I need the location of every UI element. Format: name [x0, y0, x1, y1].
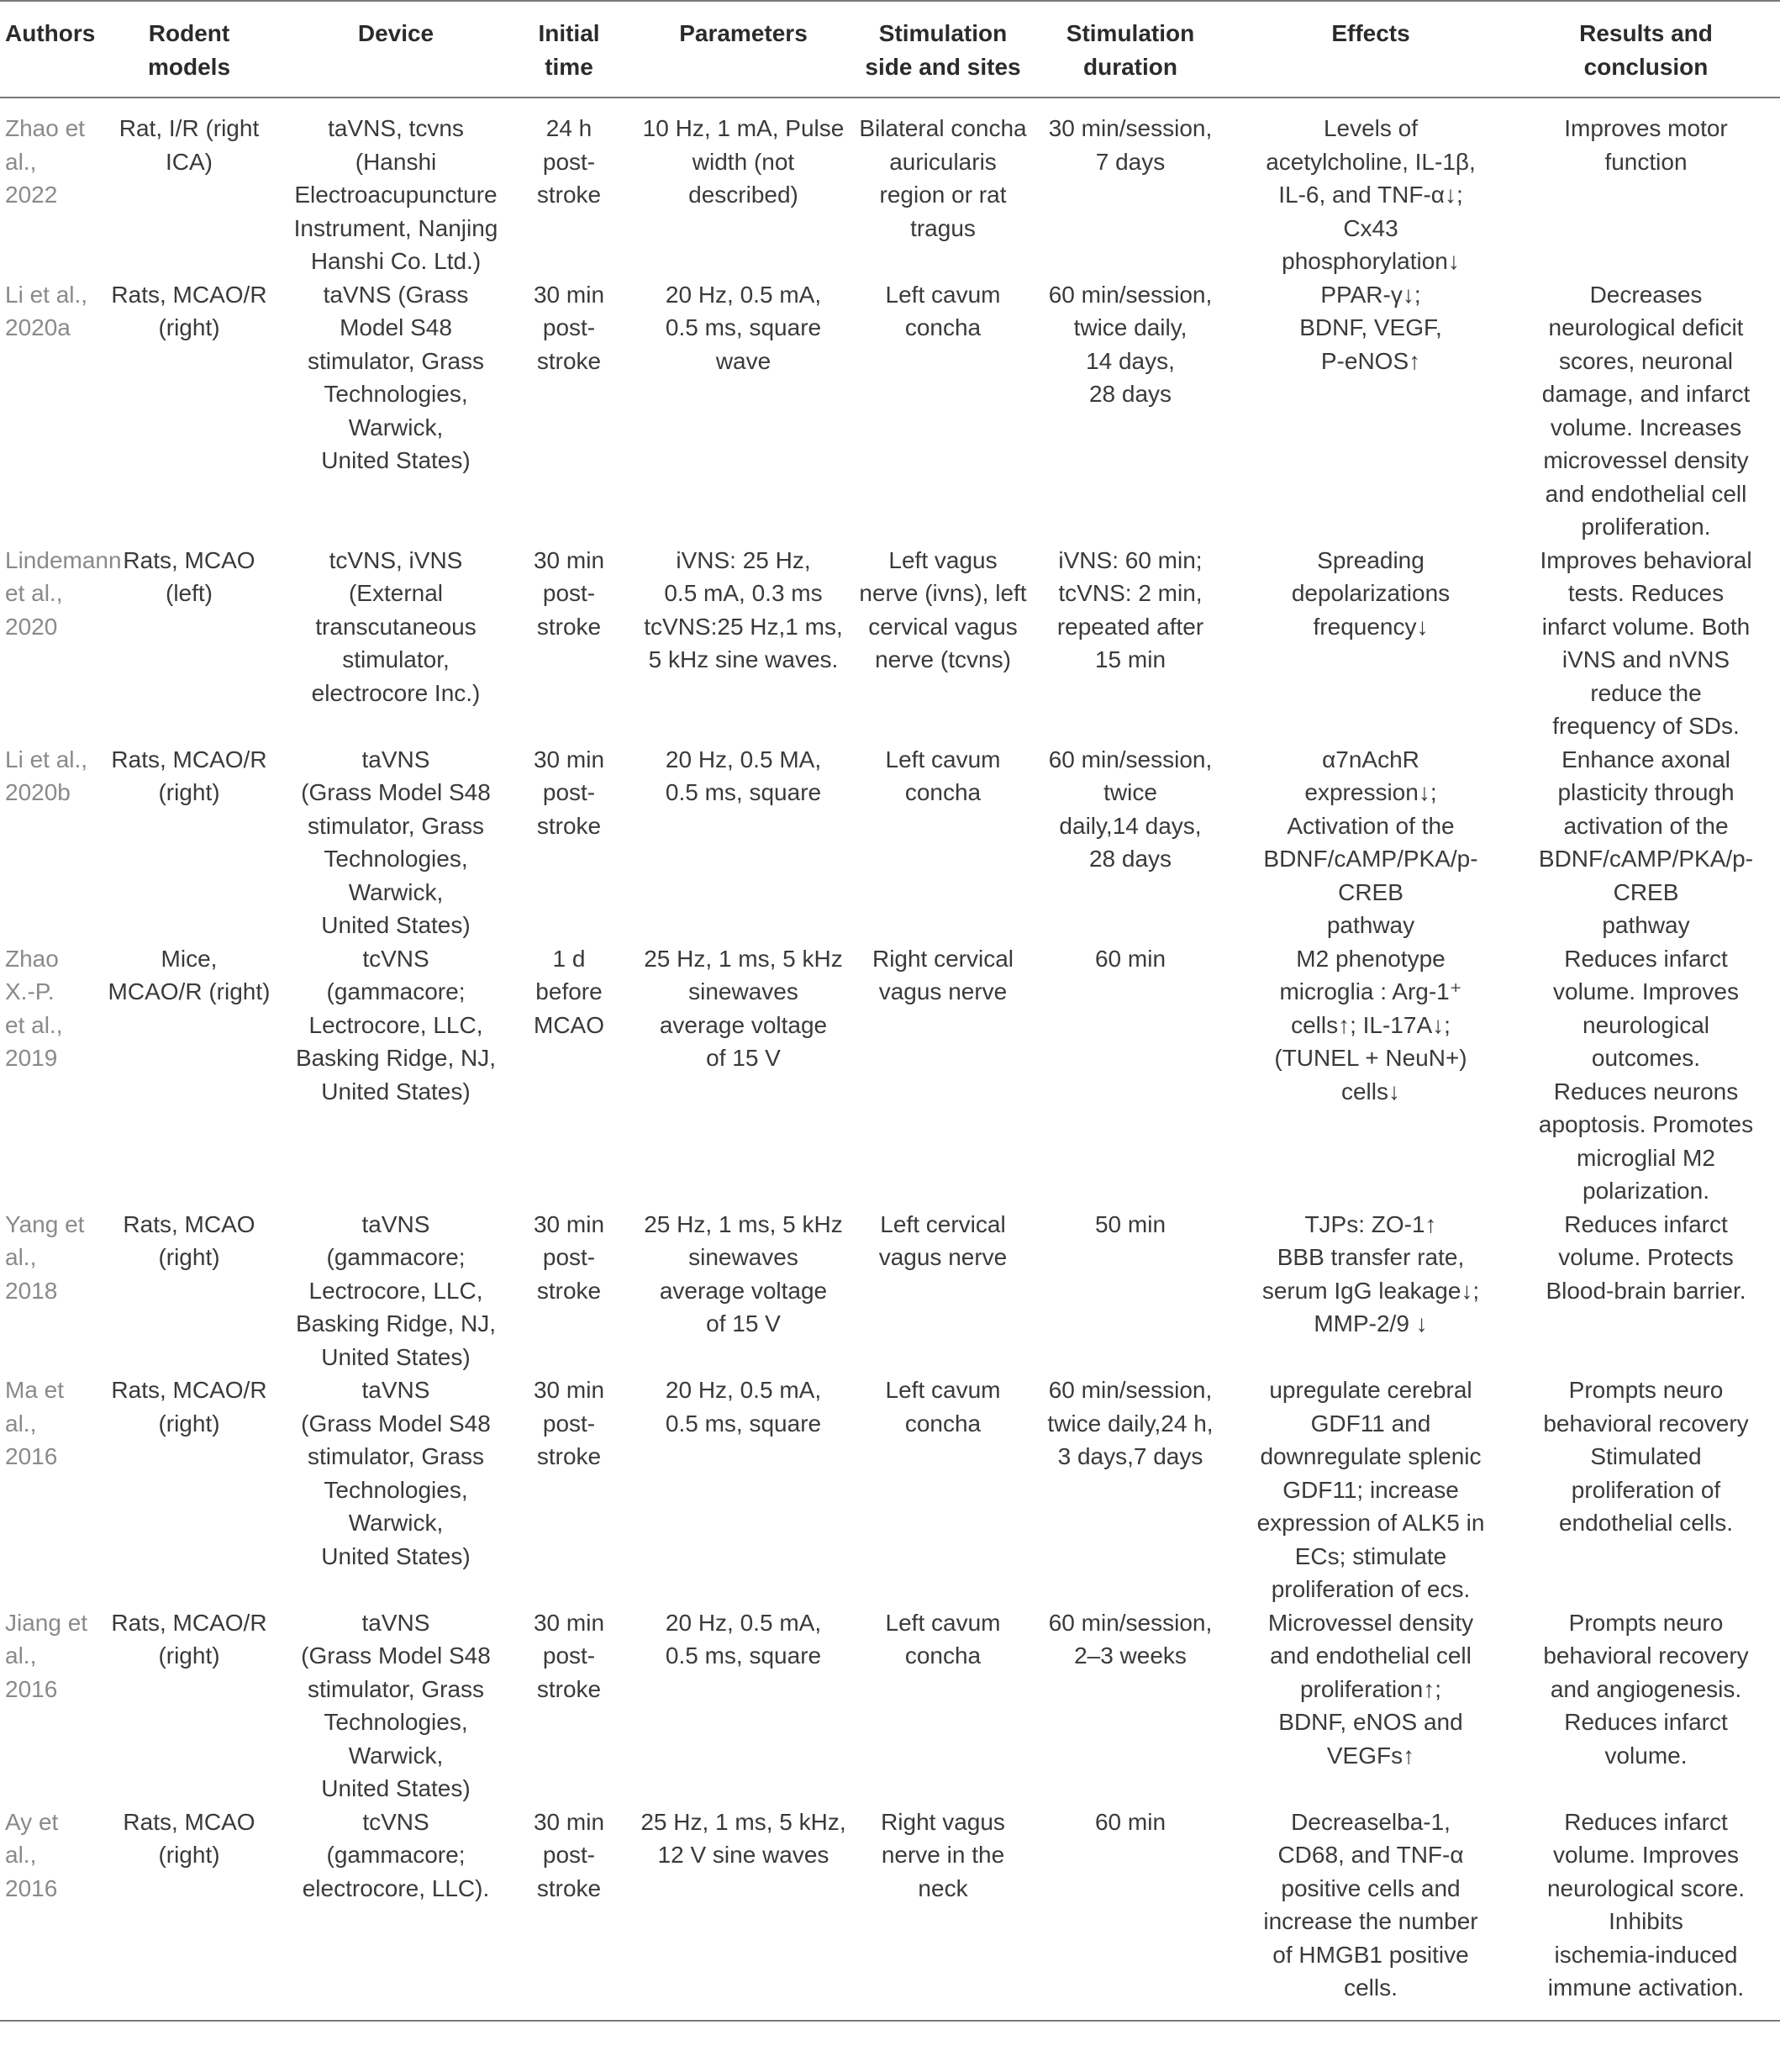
results-cell: Prompts neuro behavioral recovery and angiogenesis. Reduces infarct volume. [1543, 1609, 1749, 1769]
initial-time-cell: 30 min post- stroke [533, 746, 605, 839]
effects-cell: Decreaselba-1, CD68, and TNF-α positive cells and increase the number of HMGB1 positive cells. [1230, 1806, 1512, 2021]
stimulation-duration-cell: 60 min/session, 2–3 weeks [1048, 1609, 1213, 1669]
parameters-cell: 20 Hz, 0.5 mA, 0.5 ms, square [665, 1377, 822, 1437]
rodent-model-cell: Rats, MCAO/R (right) [111, 281, 267, 340]
stimulation-duration-cell: 60 min [1031, 1806, 1230, 2021]
parameters-cell: 20 Hz, 0.5 mA, 0.5 ms, square wave [665, 281, 822, 374]
rodent-model-cell: Rat, I/R (right ICA) [118, 115, 260, 175]
results-cell: Reduces infarct volume. Improves neurological outcomes. Reduces neurons apoptosis. Promotes microglial M2 polarization. [1538, 945, 1754, 1204]
authors-cell: Zhao et al., 2022 [5, 115, 85, 208]
device-cell: taVNS (Grass Model S48 stimulator, Grass Technologies, Warwick, United States) [301, 1377, 491, 1569]
initial-time-cell: 1 d before MCAO [534, 945, 604, 1038]
parameters-cell: 20 Hz, 0.5 MA, 0.5 ms, square [665, 746, 822, 805]
table-row [0, 743, 1780, 942]
rodent-model-cell: Rats, MCAO (left) [123, 546, 255, 606]
header-row [0, 1, 1780, 98]
table-row [0, 1208, 1780, 1374]
parameters-cell: 25 Hz, 1 ms, 5 kHz, 12 V sine waves [632, 1806, 855, 2021]
header-device: Device [286, 1, 506, 98]
rodent-model-cell: Rats, MCAO/R (right) [111, 1609, 267, 1669]
stimulation-site-cell: Bilateral concha auricularis region or rat tragus [859, 115, 1027, 241]
device-cell: taVNS (Grass Model S48 stimulator, Grass Technologies, Warwick, United States) [307, 281, 485, 473]
table-row [0, 98, 1780, 278]
results-cell: Enhance axonal plasticity through activation of the BDNF/cAMP/PKA/p- CREB pathway [1538, 746, 1754, 938]
effects-cell: PPAR-γ↓; BDNF, VEGF, P-eNOS↑ [1299, 281, 1442, 374]
parameters-cell: 20 Hz, 0.5 mA, 0.5 ms, square [665, 1609, 822, 1669]
stimulation-duration-cell: 60 min [1094, 945, 1166, 972]
header-stimulation-sites: Stimulation side and sites [855, 1, 1031, 98]
table-row [0, 544, 1780, 743]
device-cell: tcVNS, iVNS (External transcutaneous stimulator, electrocore Inc.) [311, 546, 481, 706]
device-cell: tcVNS (gammacore; Lectrocore, LLC, Basking Ridge, NJ, United States) [295, 945, 497, 1105]
device-cell: taVNS, tcvns (Hanshi Electroacupuncture Instrument, Nanjing Hanshi Co. Ltd.) [293, 115, 498, 274]
table-row [0, 942, 1780, 1208]
stimulation-site-cell: Left cavum concha [885, 1609, 1001, 1669]
stimulation-site-cell: Right cervical vagus nerve [872, 945, 1014, 1004]
stimulation-site-cell: Right vagus nerve in the neck [855, 1806, 1031, 2021]
stimulation-duration-cell: 30 min/session, 7 days [1048, 115, 1213, 175]
effects-cell: Levels of acetylcholine, IL-1β, IL-6, and TNF-α↓; Cx43 phosphorylation↓ [1266, 115, 1476, 274]
authors-cell: Ma et al., 2016 [5, 1377, 65, 1469]
results-cell: Improves behavioral tests. Reduces infarct volume. Both iVNS and nVNS reduce the frequency of SDs. [1540, 546, 1752, 739]
authors-cell: Li et al., 2020b [5, 746, 88, 805]
header-effects: Effects [1230, 1, 1512, 98]
table-body [0, 98, 1780, 2021]
authors-cell: Lindemann et al., 2020 [5, 546, 122, 640]
stimulation-site-cell: Left cavum concha [885, 281, 1001, 340]
authors-cell: Li et al., 2020a [5, 281, 88, 340]
header-results: Results and conclusion [1512, 1, 1780, 98]
table-row [0, 1373, 1780, 1606]
initial-time-cell: 30 min post- stroke [506, 1806, 632, 2021]
stimulation-site-cell: Left cervical vagus nerve [878, 1210, 1008, 1270]
effects-cell: M2 phenotype microglia : Arg-1⁺ cells↑; IL-17A↓; (TUNEL + NeuN+) cells↓ [1274, 945, 1467, 1105]
table-row [0, 1806, 1780, 2021]
header-rodent-models: Rodent models [92, 1, 286, 98]
rodent-model-cell: Rats, MCAO (right) [92, 1806, 286, 2021]
authors-cell: Zhao X.-P. et al., 2019 [5, 945, 63, 1071]
results-cell: Reduces infarct volume. Protects Blood-brain barrier. [1546, 1210, 1746, 1304]
effects-cell: upregulate cerebral GDF11 and downregulate splenic GDF11; increase expression of ALK5 in ECs; stimulate proliferation of ecs. [1256, 1377, 1485, 1602]
table-row [0, 1606, 1780, 1806]
device-cell: taVNS (Grass Model S48 stimulator, Grass Technologies, Warwick, United States) [301, 746, 491, 938]
effects-cell: TJPs: ZO-1↑ BBB transfer rate, serum IgG leakage↓; MMP-2/9 ↓ [1261, 1210, 1480, 1337]
effects-cell: Microvessel density and endothelial cell proliferation↑; BDNF, eNOS and VEGFs↑ [1267, 1609, 1474, 1769]
rodent-model-cell: Mice, MCAO/R (right) [108, 945, 271, 1004]
initial-time-cell: 30 min post- stroke [533, 1377, 605, 1469]
results-cell: Reduces infarct volume. Improves neurological score. Inhibits ischemia-induced immune activation. [1512, 1806, 1780, 2021]
results-cell: Prompts neuro behavioral recovery Stimulated proliferation of endothelial cells. [1543, 1377, 1749, 1536]
rodent-model-cell: Rats, MCAO (right) [123, 1210, 255, 1270]
device-cell: taVNS (Grass Model S48 stimulator, Grass Technologies, Warwick, United States) [301, 1609, 491, 1801]
header-stimulation-duration: Stimulation duration [1031, 1, 1230, 98]
initial-time-cell: 24 h post- stroke [536, 115, 602, 208]
authors-cell: Jiang et al., 2016 [5, 1609, 88, 1702]
device-cell: tcVNS (gammacore; electrocore, LLC). [286, 1806, 506, 2021]
effects-cell: Spreading depolarizations frequency↓ [1291, 546, 1451, 640]
stimulation-site-cell: Left cavum concha [885, 746, 1001, 805]
header-parameters: Parameters [632, 1, 855, 98]
stimulation-site-cell: Left cavum concha [885, 1377, 1001, 1437]
parameters-cell: iVNS: 25 Hz, 0.5 mA, 0.3 ms tcVNS:25 Hz,1 ms, 5 kHz sine waves. [644, 546, 843, 672]
parameters-cell: 25 Hz, 1 ms, 5 kHz sinewaves average voltage of 15 V [644, 1210, 843, 1337]
authors-cell: Yang et al., 2018 [5, 1210, 85, 1304]
stimulation-duration-cell: 60 min/session, twice daily,14 days, 28 days [1048, 746, 1213, 872]
stimulation-duration-cell: 60 min/session, twice daily,24 h, 3 days,7 days [1047, 1377, 1214, 1469]
results-cell: Improves motor function [1564, 115, 1728, 175]
parameters-cell: 10 Hz, 1 mA, Pulse width (not described) [642, 115, 845, 208]
stimulation-duration-cell: 60 min/session, twice daily, 14 days, 28 days [1048, 281, 1213, 407]
initial-time-cell: 30 min post- stroke [533, 546, 605, 640]
rodent-model-cell: Rats, MCAO/R (right) [111, 746, 267, 805]
header-authors: Authors [0, 1, 92, 98]
stimulation-duration-cell: iVNS: 60 min; tcVNS: 2 min, repeated after 15 min [1056, 546, 1204, 672]
stimulation-duration-cell: 50 min [1094, 1210, 1166, 1237]
authors-cell: Ay et al., 2016 [0, 1806, 92, 2021]
initial-time-cell: 30 min post- stroke [533, 1609, 605, 1702]
initial-time-cell: 30 min post- stroke [533, 281, 605, 374]
effects-cell: α7nAchR expression↓; Activation of the BDNF/cAMP/PKA/p- CREB pathway [1263, 746, 1478, 938]
stimulation-site-cell: Left vagus nerve (ivns), left cervical vagus nerve (tcvns) [859, 546, 1027, 672]
parameters-cell: 25 Hz, 1 ms, 5 kHz sinewaves average voltage of 15 V [644, 945, 843, 1071]
header-initial-time: Initial time [506, 1, 632, 98]
results-cell: Decreases neurological deficit scores, neuronal damage, and infarct volume. Increases microvessel density and endothelial cell proliferation. [1541, 281, 1751, 540]
initial-time-cell: 30 min post- stroke [533, 1210, 605, 1304]
rodent-model-cell: Rats, MCAO/R (right) [111, 1377, 267, 1437]
device-cell: taVNS (gammacore; Lectrocore, LLC, Basking Ridge, NJ, United States) [295, 1210, 497, 1370]
table-row [0, 278, 1780, 544]
